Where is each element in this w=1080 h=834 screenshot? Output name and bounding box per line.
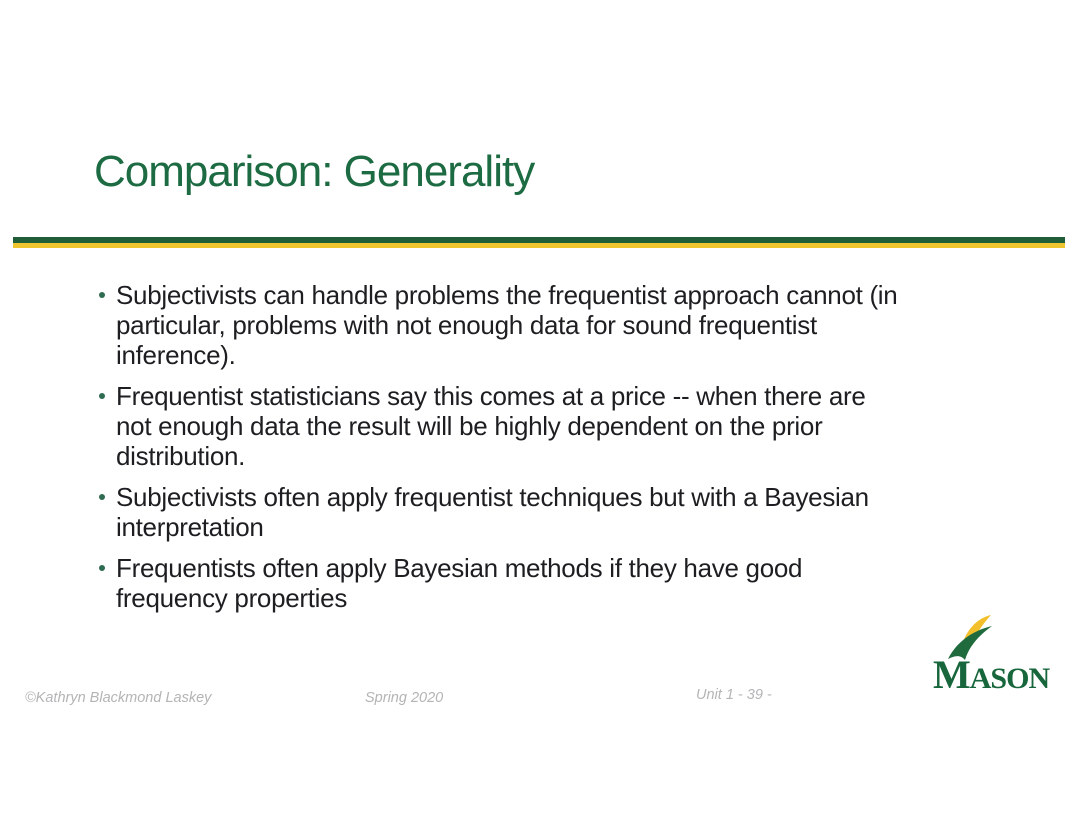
mason-wordmark-rest: ASON — [969, 662, 1050, 695]
bullet-line: particular, problems with not enough data for sound frequentist — [116, 310, 817, 340]
bullet-item — [99, 482, 897, 542]
footer-semester: Spring 2020 — [365, 690, 444, 706]
title-divider-rule — [13, 237, 1065, 248]
bullet-line: interpretation — [116, 512, 264, 542]
bullet-item — [99, 553, 897, 613]
bullet-dot-icon — [99, 292, 105, 298]
slide-title: Comparison: Generality — [94, 147, 535, 196]
bullet-text — [116, 553, 802, 613]
bullet-line: Subjectivists can handle problems the frequentist approach cannot (in — [116, 280, 898, 310]
divider-gold-stripe — [13, 243, 1065, 248]
bullet-item — [99, 280, 897, 370]
bullet-line: Frequentists often apply Bayesian methods if they have good — [116, 553, 803, 583]
mason-logo — [933, 614, 1063, 704]
bullet-dot-icon — [99, 494, 105, 500]
bullet-line: not enough data the result will be highly dependent on the prior — [116, 411, 823, 441]
footer-copyright: ©Kathryn Blackmond Laskey — [25, 690, 212, 706]
bullet-line: Frequentist statisticians say this comes at a price -- when there are — [116, 381, 866, 411]
mason-wordmark-initial: M — [933, 652, 970, 697]
bullet-line: frequency properties — [116, 583, 348, 613]
bullet-text — [116, 280, 897, 370]
bullet-line: Subjectivists often apply frequentist techniques but with a Bayesian — [116, 482, 869, 512]
bullet-list — [99, 280, 897, 624]
bullet-line: distribution. — [116, 441, 246, 471]
bullet-item — [99, 381, 897, 471]
bullet-dot-icon — [99, 393, 105, 399]
bullet-line: inference). — [116, 340, 236, 370]
footer-page-number: Unit 1 - 39 - — [696, 687, 772, 703]
bullet-text — [116, 482, 869, 542]
mason-wordmark — [933, 649, 1049, 705]
bullet-text — [116, 381, 866, 471]
bullet-dot-icon — [99, 565, 105, 571]
